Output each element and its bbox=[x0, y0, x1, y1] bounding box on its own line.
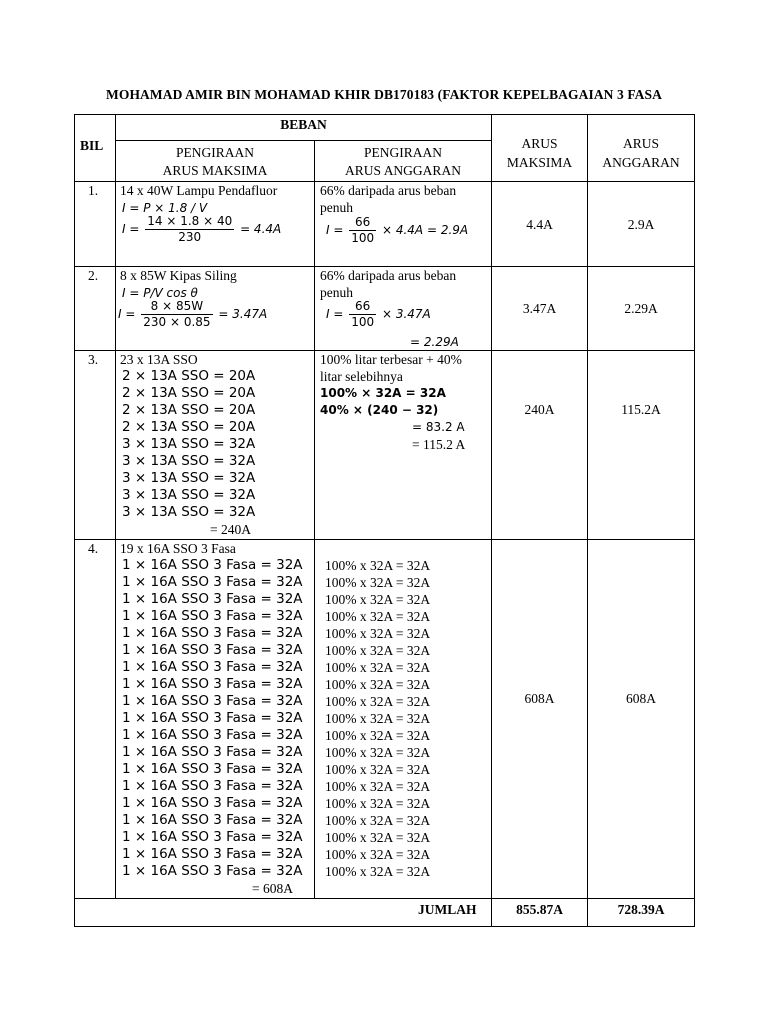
list-item: 1 × 16A SSO 3 Fasa = 32A bbox=[122, 676, 303, 692]
load-description: 23 x 13A SSO bbox=[120, 352, 198, 367]
sso-3-fasa-total: = 608A bbox=[252, 881, 293, 896]
anggaran-result: × 3.47A bbox=[381, 307, 431, 321]
list-item: 100% x 32A = 32A bbox=[325, 677, 431, 692]
anggaran-line-4: = 115.2 A bbox=[412, 437, 466, 452]
row-bil: 3. bbox=[88, 352, 99, 367]
list-item: 2 × 13A SSO = 20A bbox=[122, 402, 256, 418]
list-item: 100% x 32A = 32A bbox=[325, 575, 431, 590]
list-item: 1 × 16A SSO 3 Fasa = 32A bbox=[122, 710, 303, 726]
anggaran-line-1: 100% × 32A = 32A bbox=[320, 386, 446, 400]
list-item: 1 × 16A SSO 3 Fasa = 32A bbox=[122, 608, 303, 624]
list-item: 100% x 32A = 32A bbox=[325, 847, 431, 862]
arus-anggaran-value: 115.2A bbox=[621, 402, 661, 417]
list-item: 100% x 32A = 32A bbox=[325, 864, 431, 879]
list-item: 3 × 13A SSO = 32A bbox=[122, 487, 256, 503]
anggaran-result: × 4.4A = 2.9A bbox=[381, 223, 469, 237]
jumlah-label: JUMLAH bbox=[418, 902, 477, 917]
anggaran-text-1: 66% daripada arus beban bbox=[320, 268, 457, 283]
header-arus-anggaran-sub: ARUS ANGGARAN bbox=[345, 163, 461, 178]
formula-fraction: I = $\frac{14 \times 1.8 \times 40}{230}$ = 4.4A bbox=[122, 214, 282, 244]
total-arus-anggaran: 728.39A bbox=[617, 902, 665, 917]
list-item: 100% x 32A = 32A bbox=[325, 813, 431, 828]
list-item: 1 × 16A SSO 3 Fasa = 32A bbox=[122, 557, 303, 573]
arus-maksima-value: 3.47A bbox=[522, 301, 557, 316]
header-beban: BEBAN bbox=[280, 117, 327, 132]
fraction-denominator: 100 bbox=[351, 231, 375, 245]
list-item: 1 × 16A SSO 3 Fasa = 32A bbox=[122, 625, 303, 641]
list-item: 1 × 16A SSO 3 Fasa = 32A bbox=[122, 812, 303, 828]
list-item: 2 × 13A SSO = 20A bbox=[122, 368, 256, 384]
fraction-denominator: 230 × 0.85 bbox=[143, 315, 211, 329]
anggaran-text-2: penuh bbox=[320, 285, 353, 300]
fraction-numerator: 66 bbox=[349, 215, 376, 231]
row-bil: 2. bbox=[88, 268, 99, 283]
list-item: 100% x 32A = 32A bbox=[325, 745, 431, 760]
sso-3-fasa-calculation-list bbox=[122, 557, 303, 880]
list-item: 1 × 16A SSO 3 Fasa = 32A bbox=[122, 642, 303, 658]
list-item: 1 × 16A SSO 3 Fasa = 32A bbox=[122, 795, 303, 811]
list-item: 100% x 32A = 32A bbox=[325, 796, 431, 811]
anggaran-result-2: = 2.29A bbox=[410, 335, 459, 349]
header-pengiraan-maksima: PENGIRAAN bbox=[175, 145, 254, 160]
row-bil: 4. bbox=[88, 541, 99, 556]
header-arus-anggaran-1: ARUS bbox=[622, 136, 659, 151]
anggaran-formula: I = $\frac{66}{100}$ × 4.4A = 2.9A bbox=[326, 215, 469, 245]
fraction-denominator: 230 bbox=[178, 230, 202, 244]
list-item: 1 × 16A SSO 3 Fasa = 32A bbox=[122, 693, 303, 709]
anggaran-line-3: = 83.2 A bbox=[412, 420, 465, 434]
arus-maksima-value: 4.4A bbox=[526, 217, 553, 232]
list-item: 1 × 16A SSO 3 Fasa = 32A bbox=[122, 761, 303, 777]
arus-anggaran-value: 2.9A bbox=[627, 217, 655, 232]
list-item: 100% x 32A = 32A bbox=[325, 643, 431, 658]
list-item: 100% x 32A = 32A bbox=[325, 762, 431, 777]
formula-current: I = P/V cos θ bbox=[122, 286, 198, 300]
sso-calculation-list bbox=[122, 368, 255, 521]
anggaran-calculation-list bbox=[325, 557, 430, 880]
fraction-numerator: 14 × 1.8 × 40 bbox=[147, 214, 233, 228]
header-arus-maksima-sub: ARUS MAKSIMA bbox=[162, 163, 268, 178]
header-arus-maksima-2: MAKSIMA bbox=[506, 155, 573, 170]
anggaran-text-1: 100% litar terbesar + 40% bbox=[320, 352, 462, 367]
anggaran-text-2: penuh bbox=[320, 200, 353, 215]
fraction-numerator: 66 bbox=[349, 299, 376, 315]
arus-anggaran-value: 608A bbox=[626, 691, 656, 706]
list-item: 3 × 13A SSO = 32A bbox=[122, 453, 256, 469]
list-item: 1 × 16A SSO 3 Fasa = 32A bbox=[122, 829, 303, 845]
list-item: 1 × 16A SSO 3 Fasa = 32A bbox=[122, 778, 303, 794]
list-item: 100% x 32A = 32A bbox=[325, 779, 431, 794]
list-item: 1 × 16A SSO 3 Fasa = 32A bbox=[122, 727, 303, 743]
total-arus-maksima: 855.87A bbox=[516, 902, 563, 917]
list-item: 1 × 16A SSO 3 Fasa = 32A bbox=[122, 591, 303, 607]
anggaran-formula: I = $\frac{66}{100}$ × 3.47A bbox=[326, 299, 431, 329]
list-item: 2 × 13A SSO = 20A bbox=[122, 385, 256, 401]
list-item: 100% x 32A = 32A bbox=[325, 728, 431, 743]
page-title: MOHAMAD AMIR BIN MOHAMAD KHIR DB170183 (FAKTOR KEPELBAGAIAN 3 FASA bbox=[106, 87, 662, 102]
arus-maksima-value: 240A bbox=[524, 402, 555, 417]
load-description: 19 x 16A SSO 3 Fasa bbox=[120, 541, 236, 556]
list-item: 3 × 13A SSO = 32A bbox=[122, 470, 256, 486]
list-item: 100% x 32A = 32A bbox=[325, 592, 431, 607]
anggaran-line-2: 40% × (240 − 32) bbox=[320, 403, 439, 417]
list-item: 100% x 32A = 32A bbox=[325, 558, 431, 573]
list-item: 1 × 16A SSO 3 Fasa = 32A bbox=[122, 846, 303, 862]
list-item: 1 × 16A SSO 3 Fasa = 32A bbox=[122, 863, 303, 879]
list-item: 100% x 32A = 32A bbox=[325, 660, 431, 675]
list-item: 100% x 32A = 32A bbox=[325, 830, 431, 845]
header-arus-maksima-1: ARUS bbox=[521, 136, 558, 151]
arus-anggaran-value: 2.29A bbox=[624, 301, 658, 316]
formula-fraction: I = $\frac{8 \times 85W}{230 \times 0.85}$ = 3.47A bbox=[118, 299, 268, 329]
list-item: 100% x 32A = 32A bbox=[325, 609, 431, 624]
fraction-denominator: 100 bbox=[351, 315, 375, 329]
list-item: 3 × 13A SSO = 32A bbox=[122, 436, 256, 452]
list-item: 2 × 13A SSO = 20A bbox=[122, 419, 256, 435]
header-bil: BIL bbox=[80, 138, 104, 153]
header-pengiraan-anggaran: PENGIRAAN bbox=[363, 145, 442, 160]
anggaran-text-2: litar selebihnya bbox=[320, 369, 403, 384]
anggaran-text-1: 66% daripada arus beban bbox=[320, 183, 457, 198]
fraction-result: = 4.4A bbox=[240, 222, 282, 236]
fraction-numerator: 8 × 85W bbox=[141, 299, 212, 315]
fraction-result: = 3.47A bbox=[218, 307, 268, 321]
list-item: 1 × 16A SSO 3 Fasa = 32A bbox=[122, 744, 303, 760]
list-item: 100% x 32A = 32A bbox=[325, 711, 431, 726]
arus-maksima-value: 608A bbox=[524, 691, 555, 706]
header-arus-anggaran-2: ANGGARAN bbox=[602, 155, 680, 170]
formula-current: I = P × 1.8 / V bbox=[122, 201, 208, 215]
list-item: 100% x 32A = 32A bbox=[325, 694, 431, 709]
list-item: 1 × 16A SSO 3 Fasa = 32A bbox=[122, 659, 303, 675]
list-item: 1 × 16A SSO 3 Fasa = 32A bbox=[122, 574, 303, 590]
sso-total: = 240A bbox=[210, 522, 251, 537]
load-description: 14 x 40W Lampu Pendafluor bbox=[120, 183, 278, 198]
list-item: 3 × 13A SSO = 32A bbox=[122, 504, 256, 520]
row-bil: 1. bbox=[88, 183, 99, 198]
load-description: 8 x 85W Kipas Siling bbox=[120, 268, 237, 283]
list-item: 100% x 32A = 32A bbox=[325, 626, 431, 641]
